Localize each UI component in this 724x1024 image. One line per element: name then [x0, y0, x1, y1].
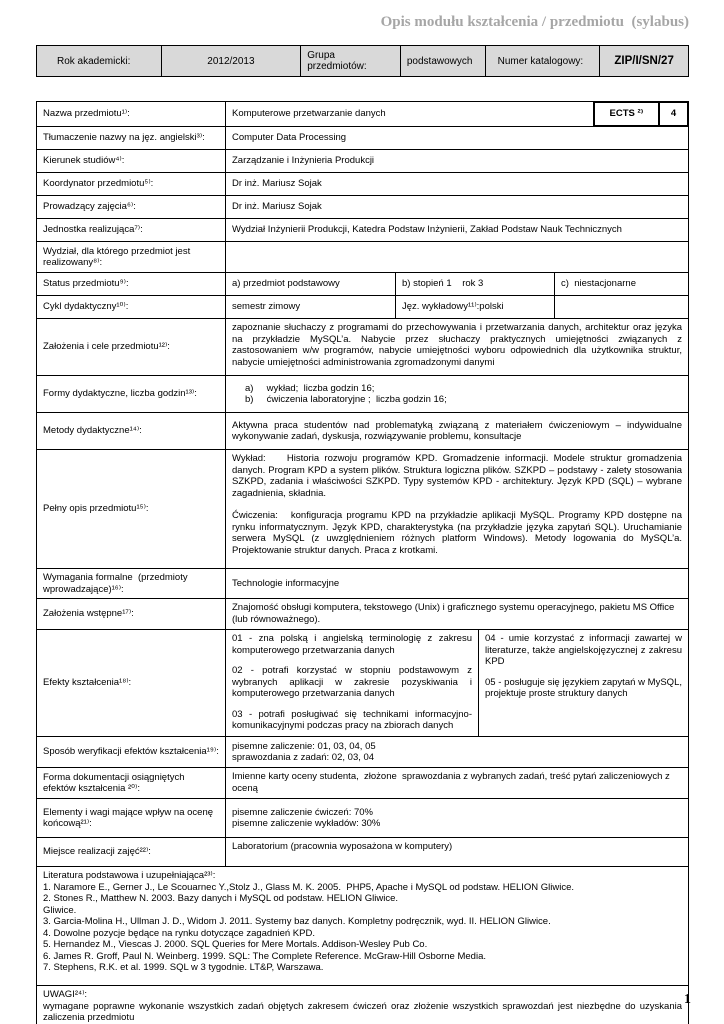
row-zalozenia-i-cele — [37, 319, 688, 376]
ects-value: 4 — [670, 108, 677, 120]
kierunek-value: Zarządzanie i Inżynieria Produkcji — [232, 155, 375, 167]
literatura-item: 6. James R. Groff, Paul N. Weinberg. 1999. SQL: The Complete Reference. McGraw-Hill Osborne Media. — [43, 950, 486, 962]
elementy-value — [226, 799, 688, 837]
elementy-line-1: pisemne zaliczenie ćwiczeń: 70% — [232, 806, 373, 818]
uwagi-value: wymagane poprawne wykonanie wszystkich zadań objętych zakresem ćwiczeń oraz złożenie wszystkich sprawozdań jest niezbędne do uzyskania zaliczenia przedmiotu — [43, 1000, 685, 1023]
efekt-02: 02 - potrafi korzystać w stopniu podstawowym z wybranych aplikacji w zakresie pozyskiwania i komputerowego przetwarzania danych — [232, 665, 475, 699]
weryfikacja-value — [226, 737, 688, 767]
forma-dok-label: Forma dokumentacji osiągniętych efektów kształcenia ²⁰⁾: — [37, 768, 226, 798]
efekt-05: 05 - posługuje się językiem zapytań w MySQL, projektuje proste struktury danych — [485, 676, 685, 699]
tlumaczenie-value: Computer Data Processing — [232, 132, 347, 144]
literatura-item: Gliwice. — [43, 904, 77, 916]
koordynator-value: Dr inż. Mariusz Sojak — [232, 178, 322, 190]
efekt-04: 04 - umie korzystać z informacji zawartej w literaturze, także angielskojęzycznej z zakresu KPD — [485, 633, 685, 667]
row-cykl-dydaktyczny — [37, 296, 688, 319]
row-uwagi — [37, 986, 688, 1024]
forma-dok-value: Imienne karty oceny studenta, złożone sprawozdania z wybranych zadań, treść pytań zaliczeniowych z oceną — [232, 771, 673, 794]
literatura-item: 7. Stephens, R.K. et al. 1999. SQL w 3 tygodnie. LT&P, Warszawa. — [43, 962, 324, 973]
row-kierunek-studiow — [37, 150, 688, 173]
weryfikacja-lines — [232, 741, 682, 764]
pelny-opis-wyklad: Wykład: Historia rozwoju programów KPD. Gromadzenie informacji. Modele struktur gromadzenia danych. Program KPD a system plików. Struktura logiczna plików. SZKPD – podstawy - zalety stosowania SZKPD, zadania i właściwości SZKPD. Typy systemów KPD - architektury. Język KPD (SQL) – wybrane zagadnienia, składnia. — [232, 453, 685, 499]
literatura-item: 1. Naramore E., Gerner J., Le Scouarnec Y.,Stolz J., Glass M. K. 2005. PHP5, Apache i MySQL od podstaw. HELION Gliwice. — [43, 881, 575, 893]
wymagania-label: Wymagania formalne (przedmioty wprowadzające)¹⁶⁾: — [37, 569, 226, 598]
rok-akademicki-label: Rok akademicki: — [37, 46, 162, 76]
ects-label: ECTS ²⁾ — [595, 103, 660, 125]
row-forma-dokumentacji — [37, 768, 688, 799]
row-miejsce-realizacji — [37, 838, 688, 867]
row-wymagania-formalne — [37, 569, 688, 599]
row-koordynator — [37, 173, 688, 196]
literatura-item: 4. Dowolne pozycje będące na rynku dotyczące zagadnień KPD. — [43, 927, 315, 939]
grupa-przedmiotow-label: Grupa przedmiotów: — [301, 46, 401, 76]
formy-value — [226, 376, 688, 412]
row-jednostka — [37, 219, 688, 242]
metody-label: Metody dydaktyczne¹⁴⁾: — [37, 413, 226, 449]
metody-value: Aktywna praca studentów nad problematyką związaną z materiałem ćwiczeniowym – indywidualne wykonywanie zadań, dyskusja, rozwiązywanie problemu, konsultacje — [232, 419, 685, 442]
pelny-opis-value — [226, 450, 688, 568]
pelny-opis-label: Pełny opis przedmiotu¹⁵⁾: — [37, 450, 226, 568]
efekty-label: Efekty kształcenia¹⁸⁾: — [37, 630, 226, 736]
efekt-03: 03 - potrafi posługiwać się technikami informacyjno-komunikacyjnymi podczas pracy na zbiorach danych — [232, 708, 472, 731]
miejsce-label: Miejsce realizacji zajęć²²⁾: — [37, 838, 226, 866]
status-a: a) przedmiot podstawowy — [226, 273, 396, 295]
grupa-przedmiotow-value: podstawowych — [401, 46, 486, 76]
row-tlumaczenie-nazwy — [37, 127, 688, 150]
numer-katalogowy-value: ZIP/I/SN/27 — [614, 55, 674, 67]
uwagi-label: UWAGI²⁴⁾: — [43, 989, 88, 1000]
nazwa-label: Nazwa przedmiotu¹⁾: — [37, 102, 226, 126]
cykl-empty-cell — [555, 296, 688, 318]
literatura-item: 2. Stones R., Matthew N. 2003. Bazy danych i MySQL od podstaw. HELION Gliwice. — [43, 893, 399, 904]
literatura-cell — [37, 867, 688, 985]
weryfikacja-label: Sposób weryfikacji efektów kształcenia¹⁹⁾: — [37, 737, 226, 767]
cykl-value: semestr zimowy — [226, 296, 396, 318]
header-bar — [36, 45, 689, 77]
wymagania-value: Technologie informacyjne — [232, 577, 340, 589]
status-c: c) niestacjonarne — [561, 278, 636, 290]
literatura-item: 5. Hernandez M., Viescas J. 2000. SQL Queries for Mere Mortals. Addison-Wesley Pub Co. — [43, 939, 428, 950]
rok-akademicki-value: 2012/2013 — [162, 46, 302, 76]
row-sposob-weryfikacji — [37, 737, 688, 768]
efekty-col-left — [226, 630, 479, 736]
row-formy-dydaktyczne — [37, 376, 688, 413]
row-prowadzacy — [37, 196, 688, 219]
jednostka-value: Wydział Inżynierii Produkcji, Katedra Podstaw Inżynierii, Zakład Podstaw Nauk Technicznych — [232, 224, 622, 236]
efekty-col-right — [479, 630, 688, 736]
weryfikacja-line-1: pisemne zaliczenie: 01, 03, 04, 05 — [232, 740, 376, 752]
jednostka-label: Jednostka realizująca⁷⁾: — [37, 219, 226, 241]
literatura-item: 3. Garcia-Molina H., Ullman J. D., Widom J. 2011. Systemy baz danych. Kompletny podręcznik, wyd. II. HELION Gliwice. — [43, 916, 551, 927]
cykl-label: Cykl dydaktyczny¹⁰⁾: — [37, 296, 226, 318]
kierunek-label: Kierunek studiów⁴⁾: — [37, 150, 226, 172]
prowadzacy-label: Prowadzący zajęcia⁶⁾: — [37, 196, 226, 218]
jezyk-cell — [396, 296, 555, 318]
tlumaczenie-label: Tłumaczenie nazwy na jęz. angielski³⁾: — [37, 127, 226, 149]
efekt-01: 01 - zna polską i angielską terminologię z zakresu komputerowego przetwarzania danych — [232, 633, 475, 656]
status-label: Status przedmiotu⁹⁾: — [37, 273, 226, 295]
miejsce-value: Laboratorium (pracownia wyposażona w komputery) — [232, 841, 453, 852]
uwagi-cell — [37, 986, 688, 1024]
formy-line-b: b) ćwiczenia laboratoryjne ; liczba godzin 16; — [245, 394, 447, 405]
wydzial-label: Wydział, dla którego przedmiot jest realizowany⁸⁾: — [37, 242, 226, 272]
row-literatura — [37, 867, 688, 986]
formy-label: Formy dydaktyczne, liczba godzin¹³⁾: — [37, 376, 226, 412]
pelny-opis-cwiczenia: Ćwiczenia: konfiguracja programu KPD na przykładzie aplikacji MySQL. Programy KPD dostępne na rynku informatycznym. Język KPD, charakterystyka (na przykładzie języka zapytań SQL). Uruchamianie serwera MySQL (z uwzględnieniem różnych platform Windows). Metody logowania do MySQL’a. Projektowanie struktur danych. Praca z krotkami. — [232, 510, 685, 556]
jezyk-label: Jęz. wykładowy¹¹⁾: — [402, 301, 480, 313]
elementy-lines — [232, 807, 682, 830]
elementy-label: Elementy i wagi mające wpływ na ocenę końcową²¹⁾: — [37, 799, 226, 837]
weryfikacja-line-2: sprawozdania z zadań: 02, 03, 04 — [232, 752, 375, 763]
formy-lines — [232, 383, 682, 406]
numer-katalogowy-label: Numer katalogowy: — [486, 46, 601, 76]
zalozenia-wstepne-value: Znajomość obsługi komputera, tekstowego (Unix) i graficznego systemu operacyjnego, pakietu MS Office (lub równoważnego). — [232, 602, 677, 625]
pelny-opis-paragraphs — [232, 453, 685, 556]
koordynator-label: Koordynator przedmiotu⁵⁾: — [37, 173, 226, 195]
prowadzacy-value: Dr inż. Mariusz Sojak — [232, 201, 322, 213]
efekty-left-list — [232, 633, 475, 732]
page-number: 1 — [684, 992, 691, 1007]
status-b: b) stopień 1 rok 3 — [396, 273, 555, 295]
doc-title: Opis modułu kształcenia / przedmiotu (sylabus) — [380, 14, 689, 30]
ects-box — [593, 101, 689, 127]
formy-line-a: a) wykład; liczba godzin 16; — [245, 382, 375, 394]
literatura-label: Literatura podstawowa i uzupełniająca²³⁾: — [43, 870, 216, 881]
syllabus-table — [36, 101, 689, 1024]
zalozenia-cele-label: Założenia i cele przedmiotu¹²⁾: — [37, 319, 226, 375]
wydzial-value — [226, 242, 688, 272]
jezyk-value: polski — [479, 301, 504, 313]
row-nazwa-przedmiotu — [37, 102, 688, 127]
row-wydzial-realizacji — [37, 242, 688, 273]
nazwa-value: Komputerowe przetwarzanie danych — [232, 108, 386, 120]
zalozenia-cele-value: zapoznanie słuchaczy z programami do przechowywania i przetwarzania danych, architektur oraz języka na przykładzie MySQL’a. Nabycie przez słuchaczy praktycznych umiejętności związanych z zastosowaniem w/w programów, nabycie umiejętności wyboru odpowiednich dla użytkownika struktur, nabycie umiejętności administrowania zgromadzonymi danymi — [232, 322, 685, 368]
uwagi-content — [43, 989, 685, 1024]
row-metody-dydaktyczne — [37, 413, 688, 450]
row-status-przedmiotu — [37, 273, 688, 296]
elementy-line-2: pisemne zaliczenie wykładów: 30% — [232, 818, 381, 829]
row-pelny-opis — [37, 450, 688, 569]
zalozenia-wstepne-label: Założenia wstępne¹⁷⁾: — [37, 599, 226, 629]
literatura-list — [43, 870, 682, 974]
row-efekty-ksztalcenia — [37, 630, 688, 737]
row-elementy-i-wagi — [37, 799, 688, 838]
row-zalozenia-wstepne — [37, 599, 688, 630]
efekty-right-list — [485, 633, 685, 700]
